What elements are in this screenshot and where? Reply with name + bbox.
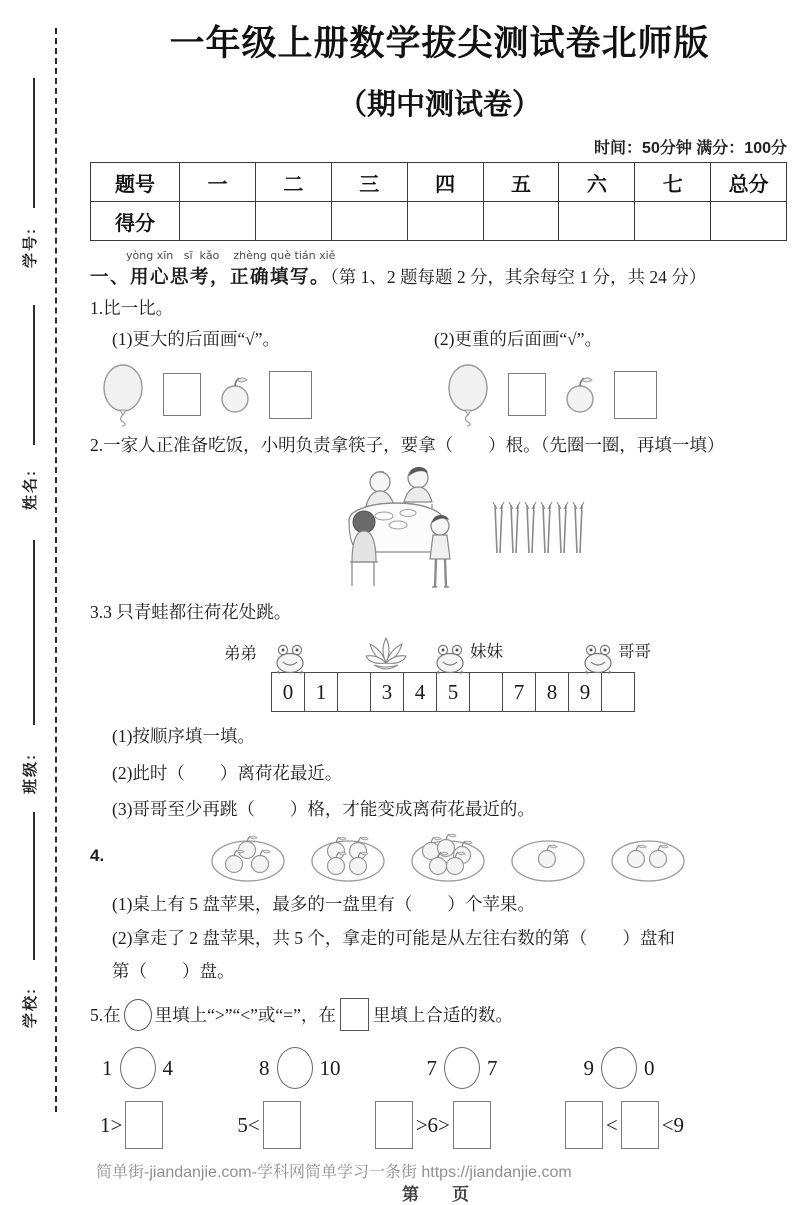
compare-item (259, 1047, 341, 1089)
strip-number-cell: 8 (536, 672, 569, 712)
frog-icon (433, 642, 467, 673)
fill-item (375, 1101, 491, 1149)
section-one-heading (90, 249, 789, 289)
apple-plate-illustration (510, 834, 586, 884)
question-1-part2: (2)更重的后面画“√”。 (434, 329, 603, 350)
lotus-icon (364, 636, 408, 673)
col-header-7: 七 (635, 163, 711, 202)
fill-item (565, 1101, 684, 1149)
score-cell[interactable] (559, 202, 635, 241)
fill-text: >6> (415, 1112, 450, 1137)
frog-icon (581, 642, 615, 673)
score-cell[interactable] (255, 202, 331, 241)
answer-box[interactable] (163, 373, 201, 416)
question-number-header: 题号 (91, 163, 180, 202)
fill-text: < (605, 1112, 618, 1137)
compare-left: 1 (102, 1055, 113, 1080)
chopstick-pair-icon (556, 500, 569, 556)
younger-sister-label: 妹妹 (470, 642, 503, 662)
fill-text: 1> (100, 1112, 123, 1137)
chopstick-pair-icon (572, 500, 585, 556)
compare-answer-circle[interactable] (120, 1047, 156, 1089)
compare-right: 0 (644, 1055, 655, 1080)
compare-left: 7 (426, 1055, 437, 1080)
student-info-sidebar (0, 0, 62, 1122)
question-2-graphics (334, 463, 789, 593)
question-3-sub1: (1)按顺序填一填。 (112, 726, 255, 747)
score-cell[interactable] (407, 202, 483, 241)
col-header-6: 六 (559, 163, 635, 202)
score-table-score-row (91, 202, 787, 241)
class-blank-line[interactable] (33, 540, 35, 725)
question-3-label: 3.3 只青蛙都往荷花处跳。 (90, 602, 292, 623)
question-1-label: 1.比一比。 (90, 298, 174, 318)
apple-illustration (218, 375, 252, 415)
question-5-intro-text3: 里填上合适的数。 (372, 1005, 513, 1026)
student-number-label: 学号: (22, 227, 39, 268)
class-label: 班级: (22, 753, 39, 794)
question-2-text: 2.一家人正准备吃饭，小明负责拿筷子，要拿（ ）根。（先圈一圈，再填一填） (90, 435, 725, 456)
strip-number-cell: 9 (569, 672, 602, 712)
compare-left: 8 (259, 1055, 270, 1080)
fill-text: 5< (237, 1112, 260, 1137)
score-table-header-row (91, 163, 787, 202)
compare-answer-circle[interactable] (444, 1047, 480, 1089)
fill-answer-box[interactable] (375, 1101, 413, 1149)
apple-plate-illustration (410, 834, 486, 884)
compare-item (102, 1047, 173, 1089)
fill-item (237, 1101, 300, 1149)
strip-number-cell: 5 (437, 672, 470, 712)
compare-answer-circle[interactable] (277, 1047, 313, 1089)
score-cell[interactable] (331, 202, 407, 241)
col-header-2: 二 (255, 163, 331, 202)
compare-right: 4 (162, 1055, 173, 1080)
page-number-footer: 第 页 (402, 1185, 477, 1205)
apple-plates-row (210, 834, 789, 884)
question-4-sub2: (2)拿走了 2 盘苹果，共 5 个，拿走的可能是从左往右数的第（ ）盘和 (112, 927, 675, 948)
apple-plate-illustration (610, 834, 686, 884)
fill-answer-box[interactable] (565, 1101, 603, 1149)
question-1-part1: (1)更大的后面画“√”。 (112, 329, 281, 350)
total-score-header: 总分 (711, 163, 787, 202)
fill-answer-box[interactable] (621, 1101, 659, 1149)
score-cell[interactable] (483, 202, 559, 241)
compare-item (427, 1047, 498, 1089)
site-watermark: 简单街-jiandanjie.com-学科网简单学习一条街 https://jiandanjie.com (96, 1164, 572, 1182)
student-name-label: 姓名: (22, 469, 39, 510)
apple-illustration (563, 375, 597, 415)
page-title: 一年级上册数学拔尖测试卷北师版 (169, 24, 710, 63)
chopstick-pair-icon (524, 500, 537, 556)
question-3-sub2: (2)此时（ ）离荷花最近。 (112, 762, 343, 783)
question-4-sub2-cont: 第（ ）盘。 (112, 961, 235, 982)
time-limit-info: 时间：50分钟 满分：100分 (594, 140, 787, 157)
compare-answer-circle[interactable] (601, 1047, 637, 1089)
question-1-graphics (100, 363, 789, 426)
score-cell[interactable] (635, 202, 711, 241)
score-table (90, 162, 787, 241)
strip-number-cell: 3 (371, 672, 404, 712)
compare-right: 10 (319, 1055, 341, 1080)
compare-left: 9 (583, 1055, 594, 1080)
balloon-illustration (445, 363, 491, 426)
fill-item (100, 1101, 163, 1149)
question-5-intro (90, 998, 789, 1031)
question-4 (90, 834, 789, 886)
student-name-blank-line[interactable] (33, 305, 35, 445)
strip-number-cell: 1 (305, 672, 338, 712)
number-strip-wrap (224, 642, 651, 712)
score-row-label: 得分 (91, 202, 180, 241)
strip-blank-cell[interactable] (338, 672, 371, 712)
seal-dashed-line (55, 28, 57, 1112)
chopstick-pair-icon (540, 500, 553, 556)
chopstick-pair-icon (492, 500, 505, 556)
fill-text: <9 (661, 1112, 685, 1137)
answer-box[interactable] (269, 371, 312, 419)
strip-blank-cell[interactable] (470, 672, 503, 712)
question-5-intro-text1: 5.在 (90, 1005, 121, 1026)
compare-circle-sample (124, 999, 152, 1031)
number-strip (271, 672, 637, 712)
family-dinner-illustration (334, 464, 466, 592)
col-header-5: 五 (483, 163, 559, 202)
apple-plate-illustration (210, 834, 286, 884)
score-cell[interactable] (180, 202, 256, 241)
section-one-title: 一、用心思考，正确填写。 (90, 266, 331, 287)
fill-answer-box[interactable] (263, 1101, 301, 1149)
col-header-1: 一 (180, 163, 256, 202)
fill-number-row (100, 1101, 789, 1149)
question-4-number: 4. (90, 845, 105, 865)
school-label: 学校: (22, 987, 39, 1028)
question-3-sub3: (3)哥哥至少再跳（ ）格，才能变成离荷花最近的。 (112, 799, 535, 820)
strip-number-cell: 0 (271, 672, 305, 712)
fill-answer-box[interactable] (125, 1101, 163, 1149)
col-header-4: 四 (407, 163, 483, 202)
fill-answer-box[interactable] (453, 1101, 491, 1149)
fill-box-sample (340, 998, 369, 1031)
col-header-3: 三 (331, 163, 407, 202)
strip-number-cell: 4 (404, 672, 437, 712)
apple-plate-illustration (310, 834, 386, 884)
compare-row (102, 1047, 789, 1089)
younger-brother-label: 弟弟 (224, 644, 257, 664)
school-blank-line[interactable] (33, 812, 35, 960)
compare-right: 7 (487, 1055, 498, 1080)
page-subtitle: （期中测试卷） (337, 89, 541, 121)
student-number-blank-line[interactable] (33, 78, 35, 208)
question-5-intro-text2: 里填上“>”“<”或“=”，在 (154, 1005, 336, 1026)
answer-box[interactable] (614, 371, 657, 419)
strip-blank-cell[interactable] (602, 672, 635, 712)
compare-item (584, 1047, 655, 1089)
pinyin-annotation: yòng xīn sī kǎo zhèng què tián xiě (126, 249, 336, 262)
question-4-sub1: (1)桌上有 5 盘苹果，最多的一盘里有（ ）个苹果。 (112, 893, 535, 914)
older-brother-label: 哥哥 (618, 642, 651, 662)
section-one-score-note: （第 1、2 题每题 2 分，其余每空 1 分，共 24 分） (330, 267, 707, 287)
score-cell[interactable] (711, 202, 787, 241)
frog-icon (273, 642, 307, 673)
strip-number-cell: 7 (503, 672, 536, 712)
balloon-illustration (100, 363, 146, 426)
answer-box[interactable] (508, 373, 546, 416)
chopsticks-illustration (492, 500, 585, 556)
chopstick-pair-icon (508, 500, 521, 556)
